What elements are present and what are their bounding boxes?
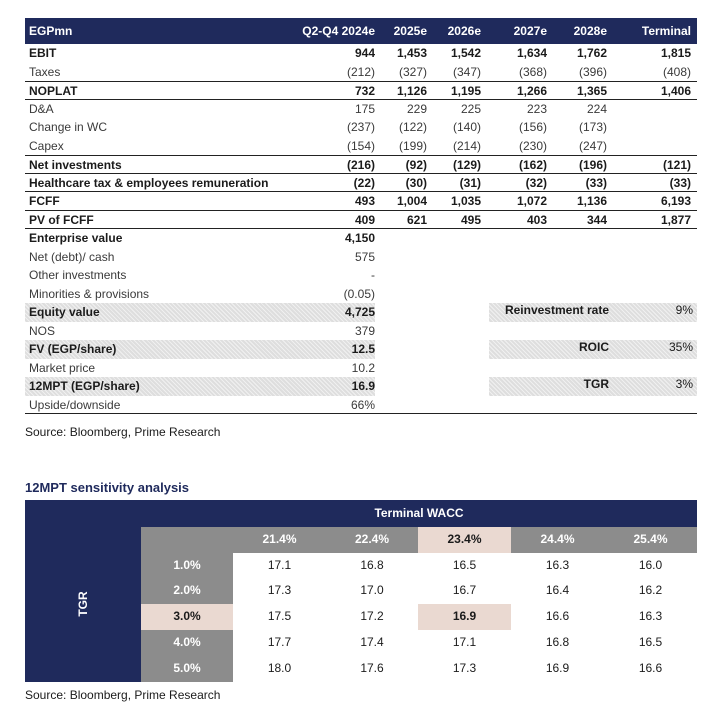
cell: (122) bbox=[398, 120, 427, 134]
row-taxes bbox=[25, 63, 697, 82]
metric-label: TGR bbox=[583, 377, 609, 391]
cell: (92) bbox=[405, 158, 427, 172]
row-ebit bbox=[25, 44, 697, 63]
cell: 1,815 bbox=[660, 46, 691, 60]
cell: (216) bbox=[346, 158, 375, 172]
sensitivity-corner bbox=[141, 527, 233, 553]
metric-value: 9% bbox=[675, 303, 693, 317]
sensitivity-source-note: Source: Bloomberg, Prime Research bbox=[25, 688, 221, 702]
sensitivity-value-cell: 16.0 bbox=[638, 558, 663, 572]
cell: 1,195 bbox=[450, 84, 481, 98]
wacc-header-cell: 21.4% bbox=[233, 527, 326, 553]
row-label: EBIT bbox=[29, 46, 57, 60]
dcf-source-note: Source: Bloomberg, Prime Research bbox=[25, 425, 221, 439]
cell: 1,266 bbox=[516, 84, 547, 98]
sensitivity-value-cell: 17.1 bbox=[267, 558, 292, 572]
metric-value: 3% bbox=[675, 377, 693, 391]
row-label: NOS bbox=[29, 323, 56, 338]
cell: (230) bbox=[518, 138, 547, 153]
cell: 1,035 bbox=[450, 194, 481, 208]
cell: (32) bbox=[525, 175, 547, 190]
metric-tgr bbox=[489, 377, 697, 396]
sensitivity-title: 12MPT sensitivity analysis bbox=[25, 480, 190, 495]
cell: 4,150 bbox=[344, 231, 375, 245]
cell: 495 bbox=[460, 212, 481, 227]
cell: (154) bbox=[346, 138, 375, 153]
cell: (212) bbox=[346, 64, 375, 79]
cell: - bbox=[371, 268, 375, 282]
sensitivity-value-cell: 16.5 bbox=[638, 635, 663, 649]
row-label: Minorities & provisions bbox=[29, 286, 150, 301]
cell: 224 bbox=[586, 101, 607, 116]
row-pv-of-fcff bbox=[25, 211, 697, 230]
sensitivity-value-cell: 16.9 bbox=[545, 661, 570, 675]
sensitivity-value-cell: 16.4 bbox=[545, 583, 570, 597]
cell: 1,542 bbox=[450, 46, 481, 60]
cell: 1,365 bbox=[576, 84, 607, 98]
cell: 66% bbox=[350, 397, 375, 412]
cell: 344 bbox=[586, 212, 607, 227]
cell: (396) bbox=[578, 64, 607, 79]
cell: 16.9 bbox=[351, 379, 375, 393]
metric-value: 35% bbox=[668, 340, 693, 354]
row-nos bbox=[25, 322, 697, 341]
cell: 223 bbox=[526, 101, 547, 116]
sensitivity-value-cell: 16.7 bbox=[452, 583, 477, 597]
dcf-header bbox=[25, 18, 697, 44]
sensitivity-value-cell: 16.8 bbox=[545, 635, 570, 649]
row-label: Equity value bbox=[29, 305, 100, 319]
cell: 1,072 bbox=[516, 194, 547, 208]
tgr-axis-label: TGR bbox=[76, 591, 90, 617]
sensitivity-value-cell: 16.3 bbox=[638, 609, 663, 623]
row-other-investments bbox=[25, 266, 697, 285]
sensitivity-value-cell: 16.2 bbox=[638, 583, 663, 597]
cell: (129) bbox=[452, 158, 481, 172]
sensitivity-value-cell: 17.3 bbox=[452, 661, 477, 675]
cell: 10.2 bbox=[351, 360, 375, 375]
cell: (247) bbox=[578, 138, 607, 153]
base-case-cell: 16.9 bbox=[418, 604, 511, 630]
cell: 4,725 bbox=[344, 305, 375, 319]
header-egpmn: EGPmn bbox=[29, 24, 73, 38]
cell: 12.5 bbox=[351, 342, 375, 356]
sensitivity-value-cell: 16.6 bbox=[638, 661, 663, 675]
sensitivity-value-cell: 17.3 bbox=[267, 583, 292, 597]
header-q2q4-2024e: Q2-Q4 2024e bbox=[302, 24, 375, 38]
row-label: FCFF bbox=[29, 194, 60, 208]
row-label: Upside/downside bbox=[29, 397, 121, 412]
sensitivity-value-cell: 17.2 bbox=[360, 609, 384, 623]
sensitivity-value-cell: 16.3 bbox=[545, 558, 570, 572]
row-fv-per-share bbox=[25, 340, 697, 359]
row-healthcare-tax bbox=[25, 174, 697, 193]
row-enterprise-value bbox=[25, 229, 697, 248]
sensitivity-value-cell: 16.6 bbox=[545, 609, 570, 623]
tgr-row-header: 3.0% bbox=[141, 604, 233, 630]
metric-roic bbox=[489, 340, 697, 359]
wacc-header-cell: 25.4% bbox=[604, 527, 697, 553]
row-label: D&A bbox=[29, 101, 54, 116]
row-change-in-wc bbox=[25, 118, 697, 137]
metric-reinvestment-rate bbox=[489, 303, 697, 322]
cell: 1,634 bbox=[516, 46, 547, 60]
row-label: Enterprise value bbox=[29, 231, 123, 245]
row-net-debt-cash bbox=[25, 248, 697, 267]
cell: 1,762 bbox=[576, 46, 607, 60]
cell: (31) bbox=[459, 175, 481, 190]
cell: (0.05) bbox=[343, 286, 375, 301]
cell: (196) bbox=[578, 158, 607, 172]
row-label: PV of FCFF bbox=[29, 212, 94, 227]
tgr-label-wrap bbox=[25, 527, 141, 682]
cell: (30) bbox=[405, 175, 427, 190]
tgr-row-header: 5.0% bbox=[141, 656, 233, 682]
cell: 493 bbox=[354, 194, 375, 208]
row-net-investments bbox=[25, 155, 697, 174]
row-label: Net investments bbox=[29, 158, 122, 172]
row-label: Taxes bbox=[29, 64, 61, 79]
row-label: Market price bbox=[29, 360, 96, 375]
wacc-header-cell: 24.4% bbox=[511, 527, 604, 553]
sensitivity-value-cell: 18.0 bbox=[267, 661, 292, 675]
tgr-row-header: 1.0% bbox=[141, 553, 233, 579]
header-2025e: 2025e bbox=[393, 24, 427, 38]
row-label: Healthcare tax & employees remuneration bbox=[29, 175, 269, 190]
cell: (156) bbox=[518, 120, 547, 134]
dcf-table bbox=[25, 18, 697, 414]
cell: (347) bbox=[452, 64, 481, 79]
cell: 409 bbox=[354, 212, 375, 227]
tgr-row-header: 2.0% bbox=[141, 578, 233, 604]
cell: 1,126 bbox=[396, 84, 427, 98]
cell: 1,877 bbox=[660, 212, 691, 227]
cell: 944 bbox=[354, 46, 375, 60]
row-label: NOPLAT bbox=[29, 84, 78, 98]
cell: 732 bbox=[354, 84, 375, 98]
row-label: Change in WC bbox=[29, 120, 108, 134]
terminal-wacc-label: Terminal WACC bbox=[374, 506, 464, 520]
cell: 175 bbox=[354, 101, 375, 116]
header-2026e: 2026e bbox=[447, 24, 481, 38]
cell: 1,136 bbox=[576, 194, 607, 208]
row-da bbox=[25, 100, 697, 119]
wacc-header-cell: 22.4% bbox=[326, 527, 418, 553]
header-2027e: 2027e bbox=[513, 24, 547, 38]
cell: (121) bbox=[662, 158, 691, 172]
row-capex bbox=[25, 137, 697, 156]
row-fcff bbox=[25, 192, 697, 211]
cell: (214) bbox=[452, 138, 481, 153]
cell: 379 bbox=[354, 323, 375, 338]
cell: 225 bbox=[460, 101, 481, 116]
row-label: Capex bbox=[29, 138, 64, 153]
cell: 1,453 bbox=[396, 46, 427, 60]
cell: 1,004 bbox=[396, 194, 427, 208]
cell: (33) bbox=[669, 175, 691, 190]
row-label: Other investments bbox=[29, 268, 127, 282]
metric-label: Reinvestment rate bbox=[504, 303, 609, 317]
header-2028e: 2028e bbox=[573, 24, 607, 38]
cell: (33) bbox=[585, 175, 607, 190]
row-label: 12MPT (EGP/share) bbox=[29, 379, 140, 393]
metric-label: ROIC bbox=[579, 340, 609, 354]
sensitivity-value-cell: 17.5 bbox=[267, 609, 292, 623]
cell: (173) bbox=[578, 120, 607, 134]
sensitivity-table bbox=[25, 500, 697, 682]
row-minorities bbox=[25, 285, 697, 304]
cell: (327) bbox=[398, 64, 427, 79]
row-noplat bbox=[25, 81, 697, 100]
row-upside-downside bbox=[25, 396, 697, 415]
cell: (408) bbox=[662, 64, 691, 79]
sensitivity-value-cell: 16.8 bbox=[360, 558, 384, 572]
row-equity-value bbox=[25, 303, 697, 322]
cell: 6,193 bbox=[660, 194, 691, 208]
sensitivity-value-cell: 17.4 bbox=[360, 635, 384, 649]
header-terminal: Terminal bbox=[641, 24, 691, 38]
row-label: Net (debt)/ cash bbox=[29, 249, 115, 264]
cell: (140) bbox=[452, 120, 481, 134]
cell: 621 bbox=[406, 212, 427, 227]
cell: (162) bbox=[518, 158, 547, 172]
cell: (199) bbox=[398, 138, 427, 153]
cell: (22) bbox=[353, 175, 375, 190]
row-12mpt bbox=[25, 377, 697, 396]
cell: (368) bbox=[518, 64, 547, 79]
sensitivity-value-cell: 17.0 bbox=[360, 583, 384, 597]
cell: 403 bbox=[526, 212, 547, 227]
cell: 575 bbox=[354, 249, 375, 264]
row-market-price bbox=[25, 359, 697, 378]
cell: 229 bbox=[406, 101, 427, 116]
sensitivity-value-cell: 17.6 bbox=[360, 661, 384, 675]
cell: 1,406 bbox=[660, 84, 691, 98]
sensitivity-value-cell: 16.5 bbox=[452, 558, 477, 572]
sensitivity-value-cell: 17.1 bbox=[452, 635, 477, 649]
wacc-header-cell: 23.4% bbox=[418, 527, 511, 553]
row-label: FV (EGP/share) bbox=[29, 342, 117, 356]
sensitivity-value-cell: 17.7 bbox=[267, 635, 292, 649]
tgr-row-header: 4.0% bbox=[141, 630, 233, 656]
cell: (237) bbox=[346, 120, 375, 134]
